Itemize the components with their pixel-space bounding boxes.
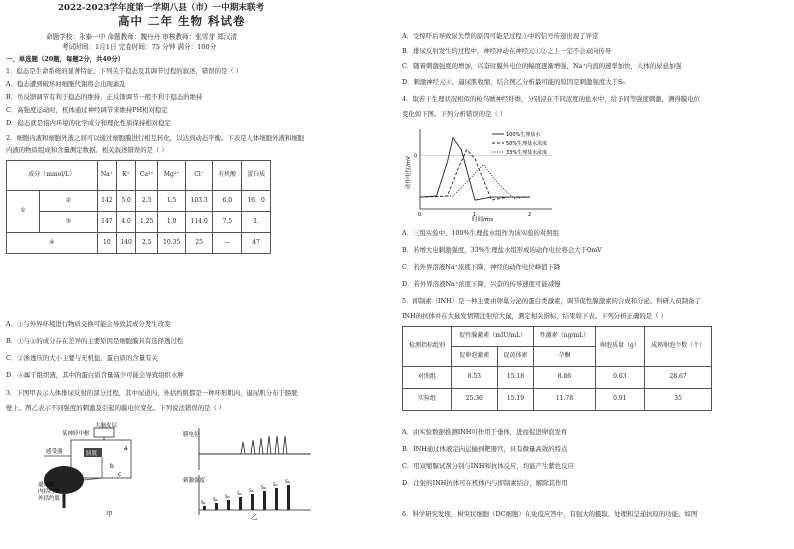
q2-cell: 1.0 — [158, 212, 186, 233]
q6-stem: 6．科学研究发现，树突状细胞（DC细胞）在免疫应答中，有强大的摄取、处理和呈递抗原的功能。如图 — [402, 510, 698, 518]
series-line — [420, 150, 530, 200]
q2-cell: 16．0 — [242, 191, 271, 212]
q2-header-k: K⁺ — [117, 161, 136, 191]
label-membrane: 膜电位 — [183, 432, 200, 438]
left-column — [6, 0, 386, 549]
q4-stem-2: 变化如下图。下列分析错误的是（ ） — [402, 110, 507, 118]
legend-label: 50%生理盐水浓度 — [506, 141, 548, 147]
q2-cell: 147 — [97, 212, 117, 233]
q5-col-fsh: 促卵泡激素 — [452, 347, 498, 367]
q5-stem-1: 5．抑制素（INH）是一种主要由卵巢分泌的蛋白类激素，调节促性腺激素的合成和分泌。科研人员制备了 — [402, 297, 701, 305]
q2-cell: 103.3 — [185, 191, 213, 212]
q5-cell: 0.91 — [595, 389, 645, 411]
label-m3: 外括约肌 — [38, 496, 61, 502]
q2-cell: 4.0 — [117, 212, 136, 233]
chart-series — [420, 138, 530, 200]
chart-xlabel: 时间/ms — [472, 217, 494, 223]
q5-row-label: 对照组 — [403, 367, 452, 389]
q2-row-label: ④ — [7, 233, 98, 254]
series-line — [420, 138, 530, 200]
q2-header-cl: Cl⁻ — [185, 161, 213, 191]
q1-option-a: A．稳态遭到破坏时细胞代谢将会出现紊乱 — [6, 80, 126, 88]
q2-table-unit: 成分（mmol/L） — [7, 161, 98, 191]
stimulus-label: S₄ — [237, 492, 242, 497]
label-yi: 乙 — [251, 513, 258, 520]
q5-stem-2: INH的抗体并在大鼠发情期注射给大鼠，测定相关指标，结果如下表。下列分析正确的是（ ） — [402, 312, 667, 320]
q5-table — [402, 326, 712, 411]
q4-option-b: B．若增大电刺激强度，33%生理盐水组形成的动作电位将会大于0mV — [402, 246, 602, 254]
stimulus-label: S₆ — [261, 486, 266, 491]
figure-jia — [6, 420, 186, 520]
q5-cell: 25.36 — [452, 389, 498, 411]
series-line — [420, 165, 530, 199]
q2-cell: 2.5 — [136, 233, 158, 254]
label-m2: 内括约肌 — [38, 489, 61, 495]
q2-stem-1: 2．细胞内液和细胞外液之间可以通过细胞膜进行相互转化，以达到动态平衡。下表是人体细胞外液和细胞 — [6, 134, 305, 142]
q4-option-a: A．三组实验中，100%生理盐水组作为该实验的对照组 — [402, 229, 560, 237]
label-sensor: 感受器 — [46, 449, 63, 455]
q2-cell: 10 — [97, 233, 117, 254]
q5-cell: 8.86 — [534, 367, 595, 389]
q5-cell: 35 — [645, 389, 712, 411]
stimulus-bar — [251, 494, 254, 510]
q2-cell: 1.5 — [158, 191, 186, 212]
stimulus-bar — [275, 488, 278, 510]
q5-col-gonadotropin: 促性腺激素（mIU/mL） — [452, 327, 534, 347]
stimulus-bar — [239, 497, 242, 510]
stimulus-bar — [287, 485, 290, 510]
q5-cell: 11.78 — [534, 389, 595, 411]
q2-header-mg: Mg²⁺ — [158, 161, 186, 191]
q2-stem-2: 内液的物质组成和含量测定数据。相关叙述错误的是（ ） — [6, 146, 168, 154]
legend-label: 100%生理盐水 — [506, 132, 541, 138]
q5-col-group: 检测指标组别 — [403, 327, 452, 367]
exam-title: 2022-2023学年度第一学期八县（市）一中期末联考 — [58, 3, 265, 13]
q3-option-c: C．随着刺激强度的增加，兴奋时膜外电位的幅度逐渐增强，Na⁺内流的速率加快，人体的尿意加强 — [402, 62, 682, 70]
q2-group-1: ① — [7, 191, 40, 233]
chart-ylabel: 动作电位/mV — [406, 156, 412, 189]
q2-row-label: ③ — [40, 212, 98, 233]
q1-option-b: B．负反馈调节有利于稳态的维持，正反馈调节一般不利于稳态的维持 — [6, 93, 203, 101]
q2-header-protein: 蛋白质 — [242, 161, 271, 191]
q2-cell: 7.5 — [213, 212, 242, 233]
stimulus-label: S₃ — [225, 495, 230, 500]
x-tick-label: 2 — [528, 212, 532, 218]
q2-cell: 114.0 — [185, 212, 213, 233]
cortex-box — [94, 428, 114, 437]
q3-option-a: A．受惊吓后导致尿失禁的原因可能是过程③中的信号传递出现了异常 — [402, 32, 599, 40]
q2-cell: 142 — [97, 191, 117, 212]
exam-meta-1: 命题学校：永泰一中 命题教师：魏丹丹 审核教师：张雪芽 郑汉清 — [46, 33, 237, 41]
stimulus-label: S₂ — [213, 498, 218, 503]
q2-cell: 1. — [242, 212, 271, 233]
q5-col-progesterone: 孕酮 — [534, 347, 595, 367]
q4-option-d: D．若外界溶液Na⁺浓度下降，兴奋的传导速度可能减慢 — [402, 280, 561, 288]
q5-cell: 0.63 — [595, 367, 645, 389]
x-tick-label: 1 — [473, 212, 477, 218]
stimulus-label: S₅ — [249, 489, 254, 494]
label-segment: 某神经中枢 — [62, 431, 90, 437]
q2-header-na: Na⁺ — [97, 161, 117, 191]
right-column — [402, 0, 782, 549]
legend-label: 33%生理盐水浓度 — [506, 150, 548, 156]
q5-option-d: D．注射的INH抗体可在机体内与抑制素结合，解除其作用 — [402, 479, 568, 487]
stimulus-label: S₇ — [273, 483, 278, 488]
q2-cell: 10.35 — [158, 233, 186, 254]
stimulus-bar — [227, 500, 230, 510]
q5-option-b: B．INH通过体液定向运输到靶器官，具有微量高效的特点 — [402, 445, 568, 453]
label-m1: 逼尿肌 — [38, 482, 55, 488]
exam-meta-2: 考试时间：1月1日 完卷时间：75 分钟 满分：100分 — [62, 43, 217, 51]
label-c: c — [118, 471, 122, 478]
y-tick-label: 0 — [414, 153, 418, 160]
membrane-trace — [199, 436, 311, 454]
q5-cell: 8.53 — [452, 367, 498, 389]
q4-stem-1: 4．取若干生理状况相似的枪乌贼神经纤维，分别浸在不同浓度的盐水中，给予同等强度刺激，测得膜电位 — [402, 95, 701, 103]
q2-option-c: C．②渗透压的大小主要与无机盐、蛋白质的含量有关 — [6, 354, 158, 362]
x-tick-label: 0 — [418, 212, 422, 218]
q3-stem-2: 壁上。图乙表示不同强度的刺激及引起的膜电位变化。下列说法错误的是（ ） — [6, 404, 226, 412]
q2-cell: 1.25 — [136, 212, 158, 233]
label-stim: 刺激强度 — [183, 478, 206, 484]
q2-cell: 6.0 — [213, 191, 242, 212]
label-cortex: 大脑皮层 — [95, 423, 118, 429]
q5-col-lh: 促黄体素 — [497, 347, 534, 367]
q1-stem: 1．稳态是生命系统的显著特征，下列关于稳态及其调节过程的叙述，错误的是（ ） — [6, 67, 243, 75]
q2-cell: 5.0 — [117, 191, 136, 212]
q5-cell: 15.19 — [497, 389, 534, 411]
q5-col-follicle-count: 成熟卵泡个数（个） — [645, 327, 712, 367]
q4-chart — [402, 124, 572, 224]
q2-row-label: ② — [40, 191, 98, 212]
q2-option-a: A．①与外界环境进行物质交换可能会导致其成分发生改变 — [6, 320, 171, 328]
q5-option-c: C．用双缩脲试剂分别与INH和抗体反应，均能产生紫色反应 — [402, 462, 574, 470]
exam-subtitle: 高中 二年 生物 科试卷 — [118, 14, 246, 28]
q5-cell: 28.67 — [645, 367, 712, 389]
q2-header-acid: 有机酸 — [213, 161, 242, 191]
q5-col-sex-hormone: 性激素（ng/mL） — [534, 327, 595, 347]
q2-cell: 25 — [185, 233, 213, 254]
q2-table — [6, 160, 271, 254]
stimulus-bar — [263, 491, 266, 510]
label-b: b — [110, 463, 114, 470]
q2-cell: — — [213, 233, 242, 254]
q2-cell: 140 — [117, 233, 136, 254]
q2-option-b: B．①与②的成分存在差异的主要原因是细胞膜具有选择透过性 — [6, 337, 184, 345]
q3-stem-1: 3．下图甲表示人体排尿反射的部分过程，其中尿道内、外括约肌都是一种环形肌肉，逼尿肌分布于膀胱 — [6, 389, 298, 397]
chart-legend — [492, 131, 547, 156]
q5-col-follicle-mass: 卵泡质量（g） — [595, 327, 645, 367]
section-title: 一、单选题（20题，每题2分，共40分） — [6, 55, 125, 63]
q1-option-c: C．高强度运动时，机体通过神经调节来维持PH相对稳定 — [6, 106, 168, 114]
q4-option-c: C．若外界溶液Na⁺浓度下降，神经的动作电位峰值下降 — [402, 263, 561, 271]
q2-option-d: D．④属于组织液，其中的蛋白质含量减少可能会导致组织水肿 — [6, 371, 184, 379]
q5-option-a: A．由实验数据推测INH可作用于垂体，进而促进卵泡发育 — [402, 428, 568, 436]
q2-cell: 2.5 — [136, 191, 158, 212]
q3-option-b: B．排尿反射发生的过程中，神经冲动在神经元①②之上一定不会双向传导 — [402, 47, 612, 55]
stimulus-label: S₈ — [285, 480, 290, 485]
q5-cell: 15.18 — [497, 367, 534, 389]
stimulus-bar — [203, 506, 206, 510]
stimulus-bar — [215, 503, 218, 510]
q2-header-ca: Ca²⁺ — [136, 161, 158, 191]
label-jia: 甲 — [106, 510, 113, 518]
label-a: a — [124, 445, 128, 452]
q5-row-label: 实验组 — [403, 389, 452, 411]
q3-option-d: D．刺激神经元④，逼尿肌收缩，结合图乙分析最可能的原因是刺激强度大于S₅ — [402, 78, 625, 86]
figure-yi — [181, 420, 321, 520]
stimulus-label: S₁ — [201, 501, 206, 506]
label-bladder: 膀胱 — [86, 451, 98, 457]
stimulus-steps — [201, 479, 290, 510]
q2-cell: 47 — [242, 233, 271, 254]
q1-option-d: D．稳态就是指内环境的化学成分和理化性质保持相对稳定 — [6, 119, 171, 127]
